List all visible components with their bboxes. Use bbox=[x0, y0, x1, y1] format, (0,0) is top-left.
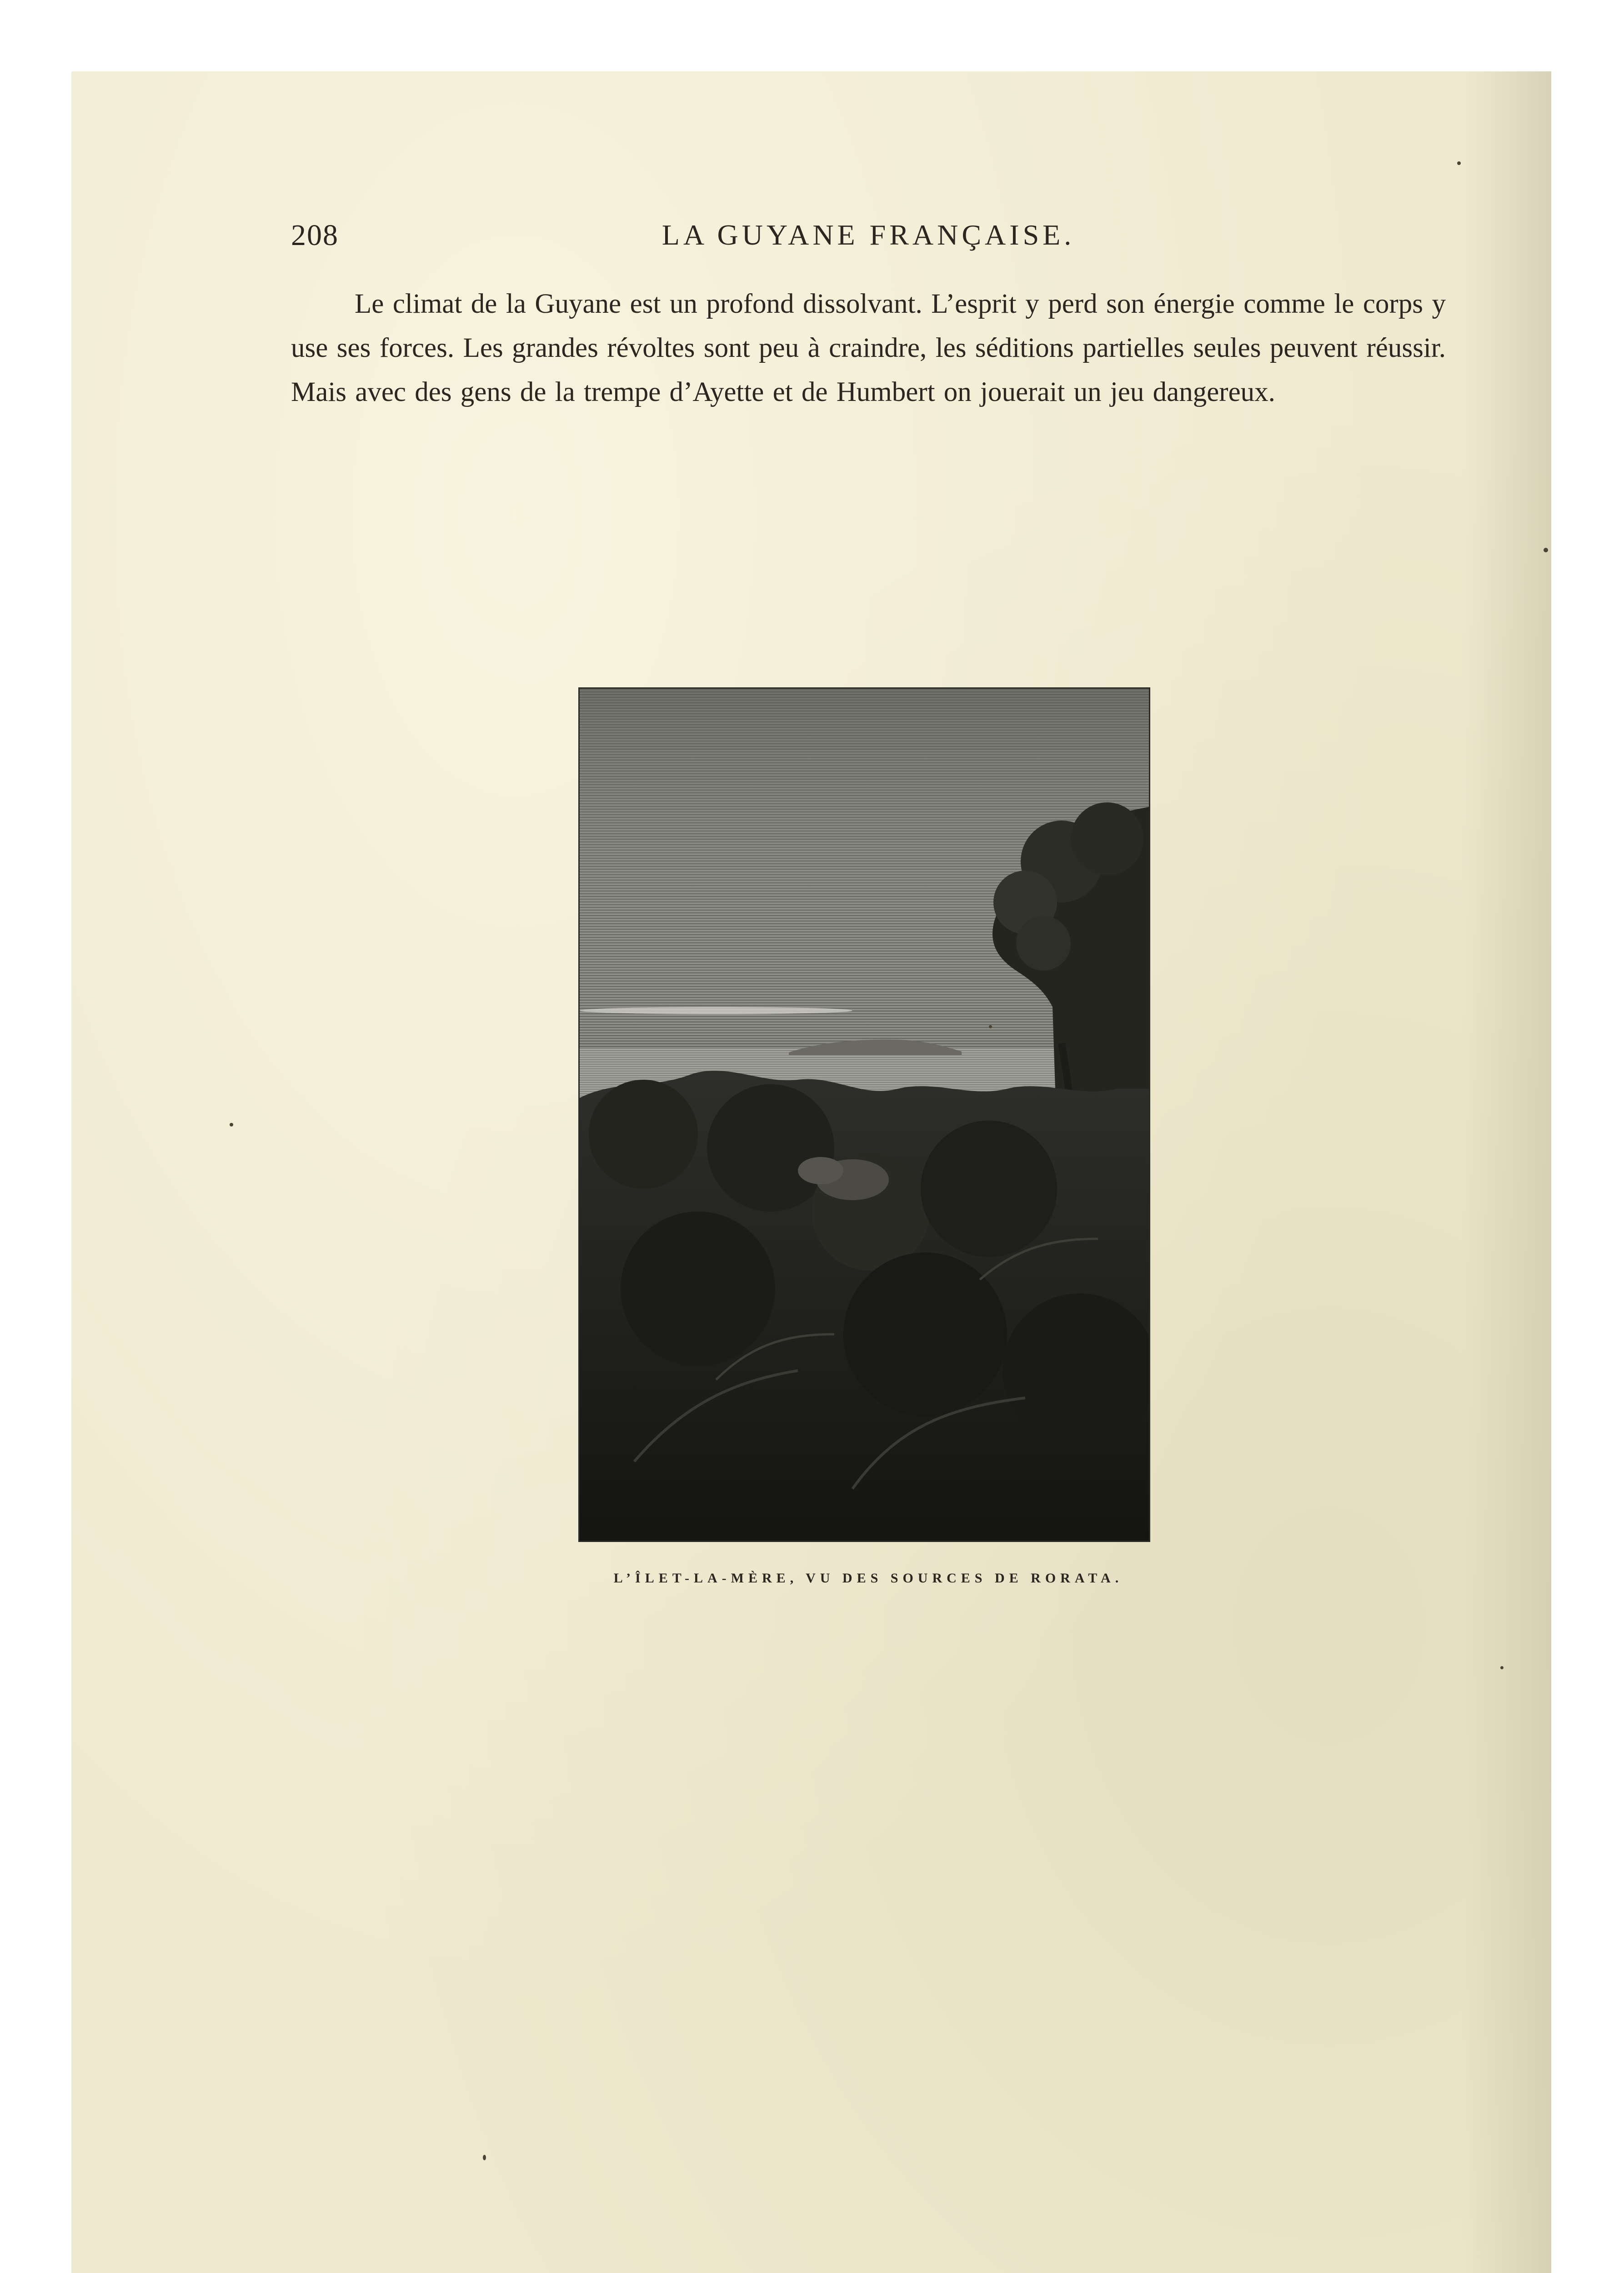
engraving-image bbox=[580, 689, 1149, 1541]
scan-speck bbox=[230, 1123, 233, 1126]
engraving-illustration bbox=[578, 687, 1150, 1542]
body-paragraph: Le climat de la Guyane est un profond dissolvant. L’esprit y perd son énergie comme le corps y use ses forces. Les grandes révoltes sont peu à craindre, les séditions partielles seules peuvent réussir. Mais avec des gens de la trempe d’Ayette et de Humbert on jouerait un jeu dangereux. bbox=[291, 289, 1446, 407]
page-number: 208 bbox=[291, 219, 339, 252]
scan-speck bbox=[989, 1025, 992, 1028]
scan-speck bbox=[1457, 161, 1461, 165]
page-header bbox=[291, 218, 1446, 268]
scan-speck bbox=[483, 2155, 486, 2160]
scan-speck bbox=[1544, 548, 1548, 552]
running-title: LA GUYANE FRANÇAISE. bbox=[662, 219, 1075, 251]
scan-speck bbox=[1500, 1666, 1504, 1669]
illustration-caption: L’ÎLET-LA-MÈRE, VU DES SOURCES DE RORATA. bbox=[613, 1571, 1123, 1586]
